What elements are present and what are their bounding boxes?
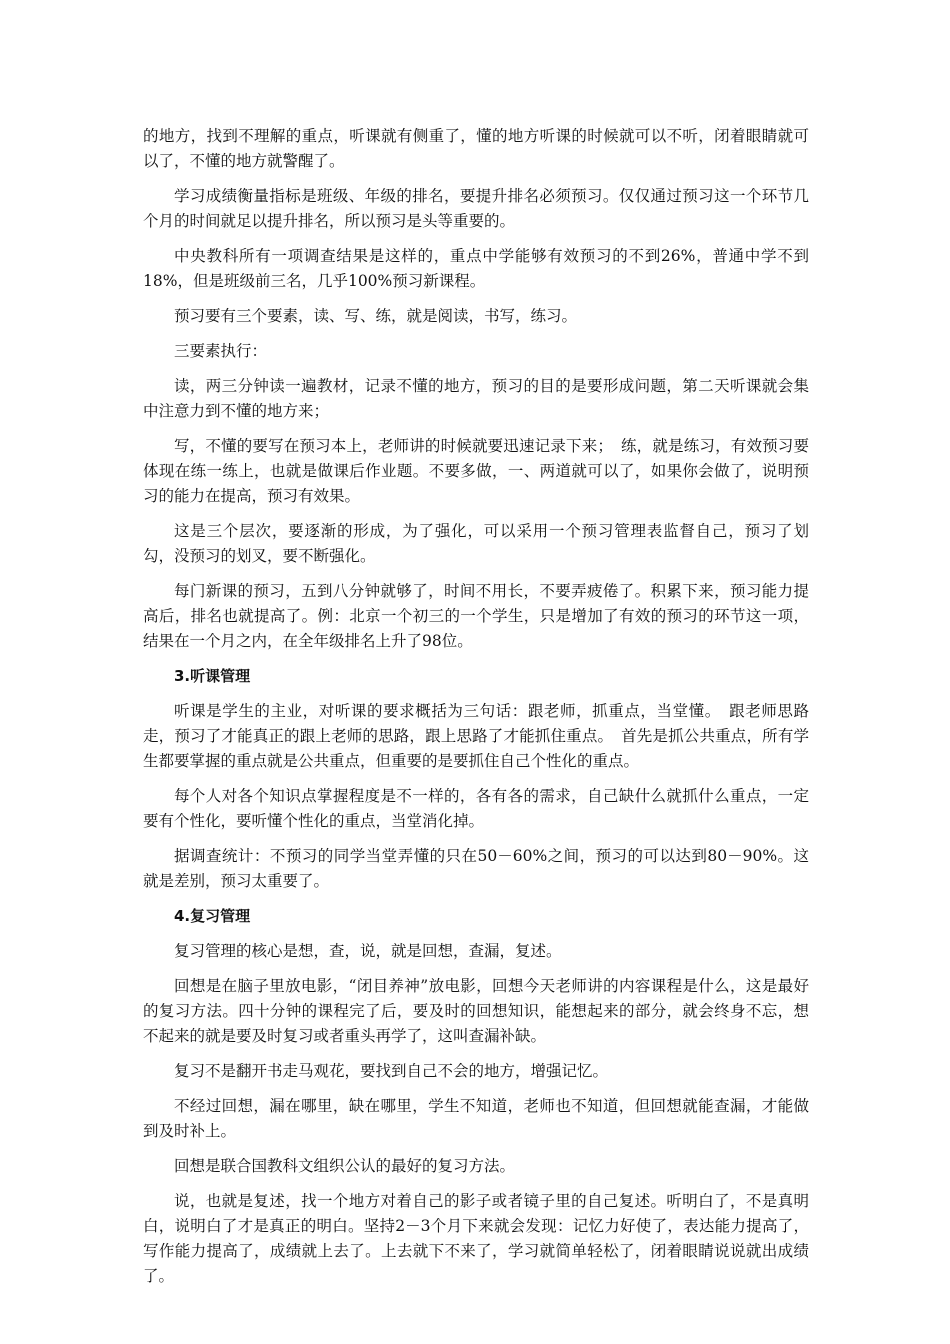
section-heading-review: 4.复习管理 [174, 907, 251, 925]
paragraph-read: 读，两三分钟读一遍教材，记录不懂的地方，预习的目的是要形成问题，第二天听课就会集中注意力到不懂的地方来； [143, 377, 809, 420]
paragraph-retell: 说，也就是复述，找一个地方对着自己的影子或者镜子里的自己复述。听明白了，不是真明白，说明白了才是真正的明白。坚持2－3个月下来就会发现：记忆力好使了，表达能力提高了，写作能力提高了，成绩就上去了。上去就下不来了，学习就简单轻松了，闭着眼睛说说就出成绩了。 [143, 1192, 809, 1285]
section-heading-listening: 3.听课管理 [174, 667, 251, 685]
paragraph-not-browsing: 复习不是翻开书走马观花，要找到自己不会的地方，增强记忆。 [174, 1062, 609, 1080]
paragraph-personalized: 每个人对各个知识点掌握程度是不一样的，各有各的需求，自己缺什么就抓什么重点，一定要有个性化，要听懂个性化的重点，当堂消化掉。 [143, 787, 809, 830]
paragraph-listening: 听课是学生的主业，对听课的要求概括为三句话：跟老师，抓重点，当堂懂。 跟老师思路走，预习了才能真正的跟上老师的思路，跟上思路了才能抓住重点。 首先是抓公共重点，所有学生都要掌握的重点就是公共重点，但重要的是要抓住自己个性化的重点。 [143, 702, 809, 770]
paragraph-review-core: 复习管理的核心是想，查，说，就是回想，查漏，复述。 [174, 942, 562, 960]
paragraph-three-levels: 这是三个层次，要逐渐的形成，为了强化，可以采用一个预习管理表监督自己，预习了划勾，没预习的划叉，要不断强化。 [143, 522, 809, 565]
paragraph-preview-time: 每门新课的预习，五到八分钟就够了，时间不用长，不要弄疲倦了。积累下来，预习能力提高后，排名也就提高了。例：北京一个初三的一个学生，只是增加了有效的预习的环节这一项，结果在一个月之内，在全年级排名上升了98位。 [143, 582, 809, 650]
paragraph-continuation: 的地方，找到不理解的重点，听课就有侧重了，懂的地方听课的时候就可以不听，闭着眼睛就可以了，不懂的地方就警醒了。 [143, 127, 809, 170]
paragraph-write-practice: 写，不懂的要写在预习本上，老师讲的时候就要迅速记录下来； 练，就是练习，有效预习要体现在练一练上，也就是做课后作业题。不要多做，一、两道就可以了，如果你会做了，说明预习的能力在提高，预习有效果。 [143, 437, 809, 505]
paragraph-recall: 回想是在脑子里放电影，“闭目养神”放电影，回想今天老师讲的内容课程是什么，这是最好的复习方法。四十分钟的课程完了后，要及时的回想知识，能想起来的部分，就会终身不忘，想不起来的就是要及时复习或者重头再学了，这叫查漏补缺。 [143, 977, 809, 1045]
document-page [143, 124, 809, 1289]
paragraph-unesco: 回想是联合国教科文组织公认的最好的复习方法。 [174, 1157, 516, 1175]
paragraph-survey: 中央教科所有一项调查结果是这样的，重点中学能够有效预习的不到26%，普通中学不到18%，但是班级前三名，几乎100%预习新课程。 [143, 247, 809, 290]
paragraph-three-elements: 预习要有三个要素，读、写、练，就是阅读，书写，练习。 [174, 307, 578, 325]
paragraph-statistics: 据调查统计：不预习的同学当堂弄懂的只在50－60%之间，预习的可以达到80－90%。这就是差别，预习太重要了。 [143, 847, 809, 890]
paragraph-execution: 三要素执行： [174, 342, 268, 360]
paragraph-ranking: 学习成绩衡量指标是班级、年级的排名，要提升排名必须预习。仅仅通过预习这一个环节几个月的时间就足以提升排名，所以预习是头等重要的。 [143, 187, 809, 230]
paragraph-find-gaps: 不经过回想，漏在哪里，缺在哪里，学生不知道，老师也不知道，但回想就能查漏，才能做到及时补上。 [143, 1097, 809, 1140]
